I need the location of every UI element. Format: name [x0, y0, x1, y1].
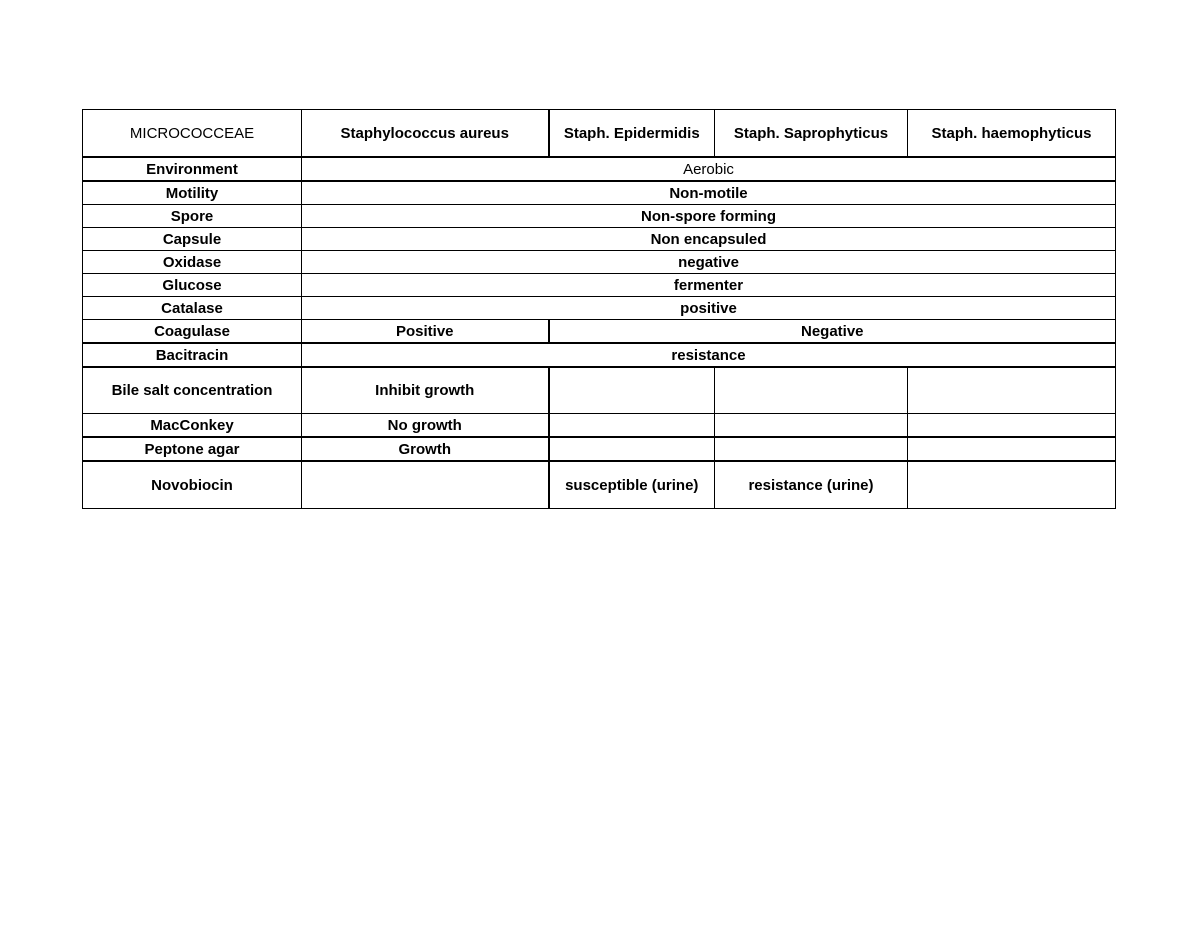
table-row: [83, 367, 1116, 414]
table-row: [83, 461, 1116, 509]
header-species-epidermidis: Staph. Epidermidis: [549, 110, 715, 158]
value-coagulase-others: Negative: [549, 320, 1116, 344]
value-environment: Aerobic: [302, 157, 1116, 181]
header-species-haemophyticus: Staph. haemophyticus: [908, 110, 1116, 158]
value-bile-salt-aureus: Inhibit growth: [302, 367, 549, 414]
value-novobiocin-epidermidis: susceptible (urine): [549, 461, 715, 509]
micrococceae-table: [82, 109, 1116, 509]
value-peptone-haemophyticus: [908, 437, 1116, 461]
table-row: [83, 414, 1116, 438]
header-row: [83, 110, 1116, 158]
table-row: [83, 228, 1116, 251]
table-row: [83, 437, 1116, 461]
value-macconkey-haemophyticus: [908, 414, 1116, 438]
value-coagulase-aureus: Positive: [302, 320, 549, 344]
row-label-environment: Environment: [83, 157, 302, 181]
value-peptone-saprophyticus: [715, 437, 908, 461]
table-row: [83, 157, 1116, 181]
value-peptone-epidermidis: [549, 437, 715, 461]
value-peptone-aureus: Growth: [302, 437, 549, 461]
row-label-coagulase: Coagulase: [83, 320, 302, 344]
table-row: [83, 297, 1116, 320]
value-bile-salt-haemophyticus: [908, 367, 1116, 414]
table-row: [83, 343, 1116, 367]
value-bacitracin: resistance: [302, 343, 1116, 367]
row-label-novobiocin: Novobiocin: [83, 461, 302, 509]
table-row: [83, 205, 1116, 228]
row-label-spore: Spore: [83, 205, 302, 228]
header-family-cell: MICROCOCCEAE: [83, 110, 302, 158]
table-row: [83, 251, 1116, 274]
header-species-aureus: Staphylococcus aureus: [302, 110, 549, 158]
row-label-capsule: Capsule: [83, 228, 302, 251]
row-label-peptone: Peptone agar: [83, 437, 302, 461]
value-novobiocin-haemophyticus: [908, 461, 1116, 509]
row-label-glucose: Glucose: [83, 274, 302, 297]
value-macconkey-epidermidis: [549, 414, 715, 438]
value-novobiocin-saprophyticus: resistance (urine): [715, 461, 908, 509]
table-row: [83, 320, 1116, 344]
value-oxidase: negative: [302, 251, 1116, 274]
table-row: [83, 274, 1116, 297]
value-bile-salt-epidermidis: [549, 367, 715, 414]
row-label-motility: Motility: [83, 181, 302, 205]
value-motility: Non-motile: [302, 181, 1116, 205]
value-bile-salt-saprophyticus: [715, 367, 908, 414]
row-label-macconkey: MacConkey: [83, 414, 302, 438]
value-catalase: positive: [302, 297, 1116, 320]
table-row: [83, 181, 1116, 205]
row-label-oxidase: Oxidase: [83, 251, 302, 274]
value-spore: Non-spore forming: [302, 205, 1116, 228]
value-macconkey-saprophyticus: [715, 414, 908, 438]
row-label-catalase: Catalase: [83, 297, 302, 320]
value-novobiocin-aureus: [302, 461, 549, 509]
row-label-bile-salt: Bile salt concentration: [83, 367, 302, 414]
value-capsule: Non encapsuled: [302, 228, 1116, 251]
value-glucose: fermenter: [302, 274, 1116, 297]
header-species-saprophyticus: Staph. Saprophyticus: [715, 110, 908, 158]
value-macconkey-aureus: No growth: [302, 414, 549, 438]
row-label-bacitracin: Bacitracin: [83, 343, 302, 367]
